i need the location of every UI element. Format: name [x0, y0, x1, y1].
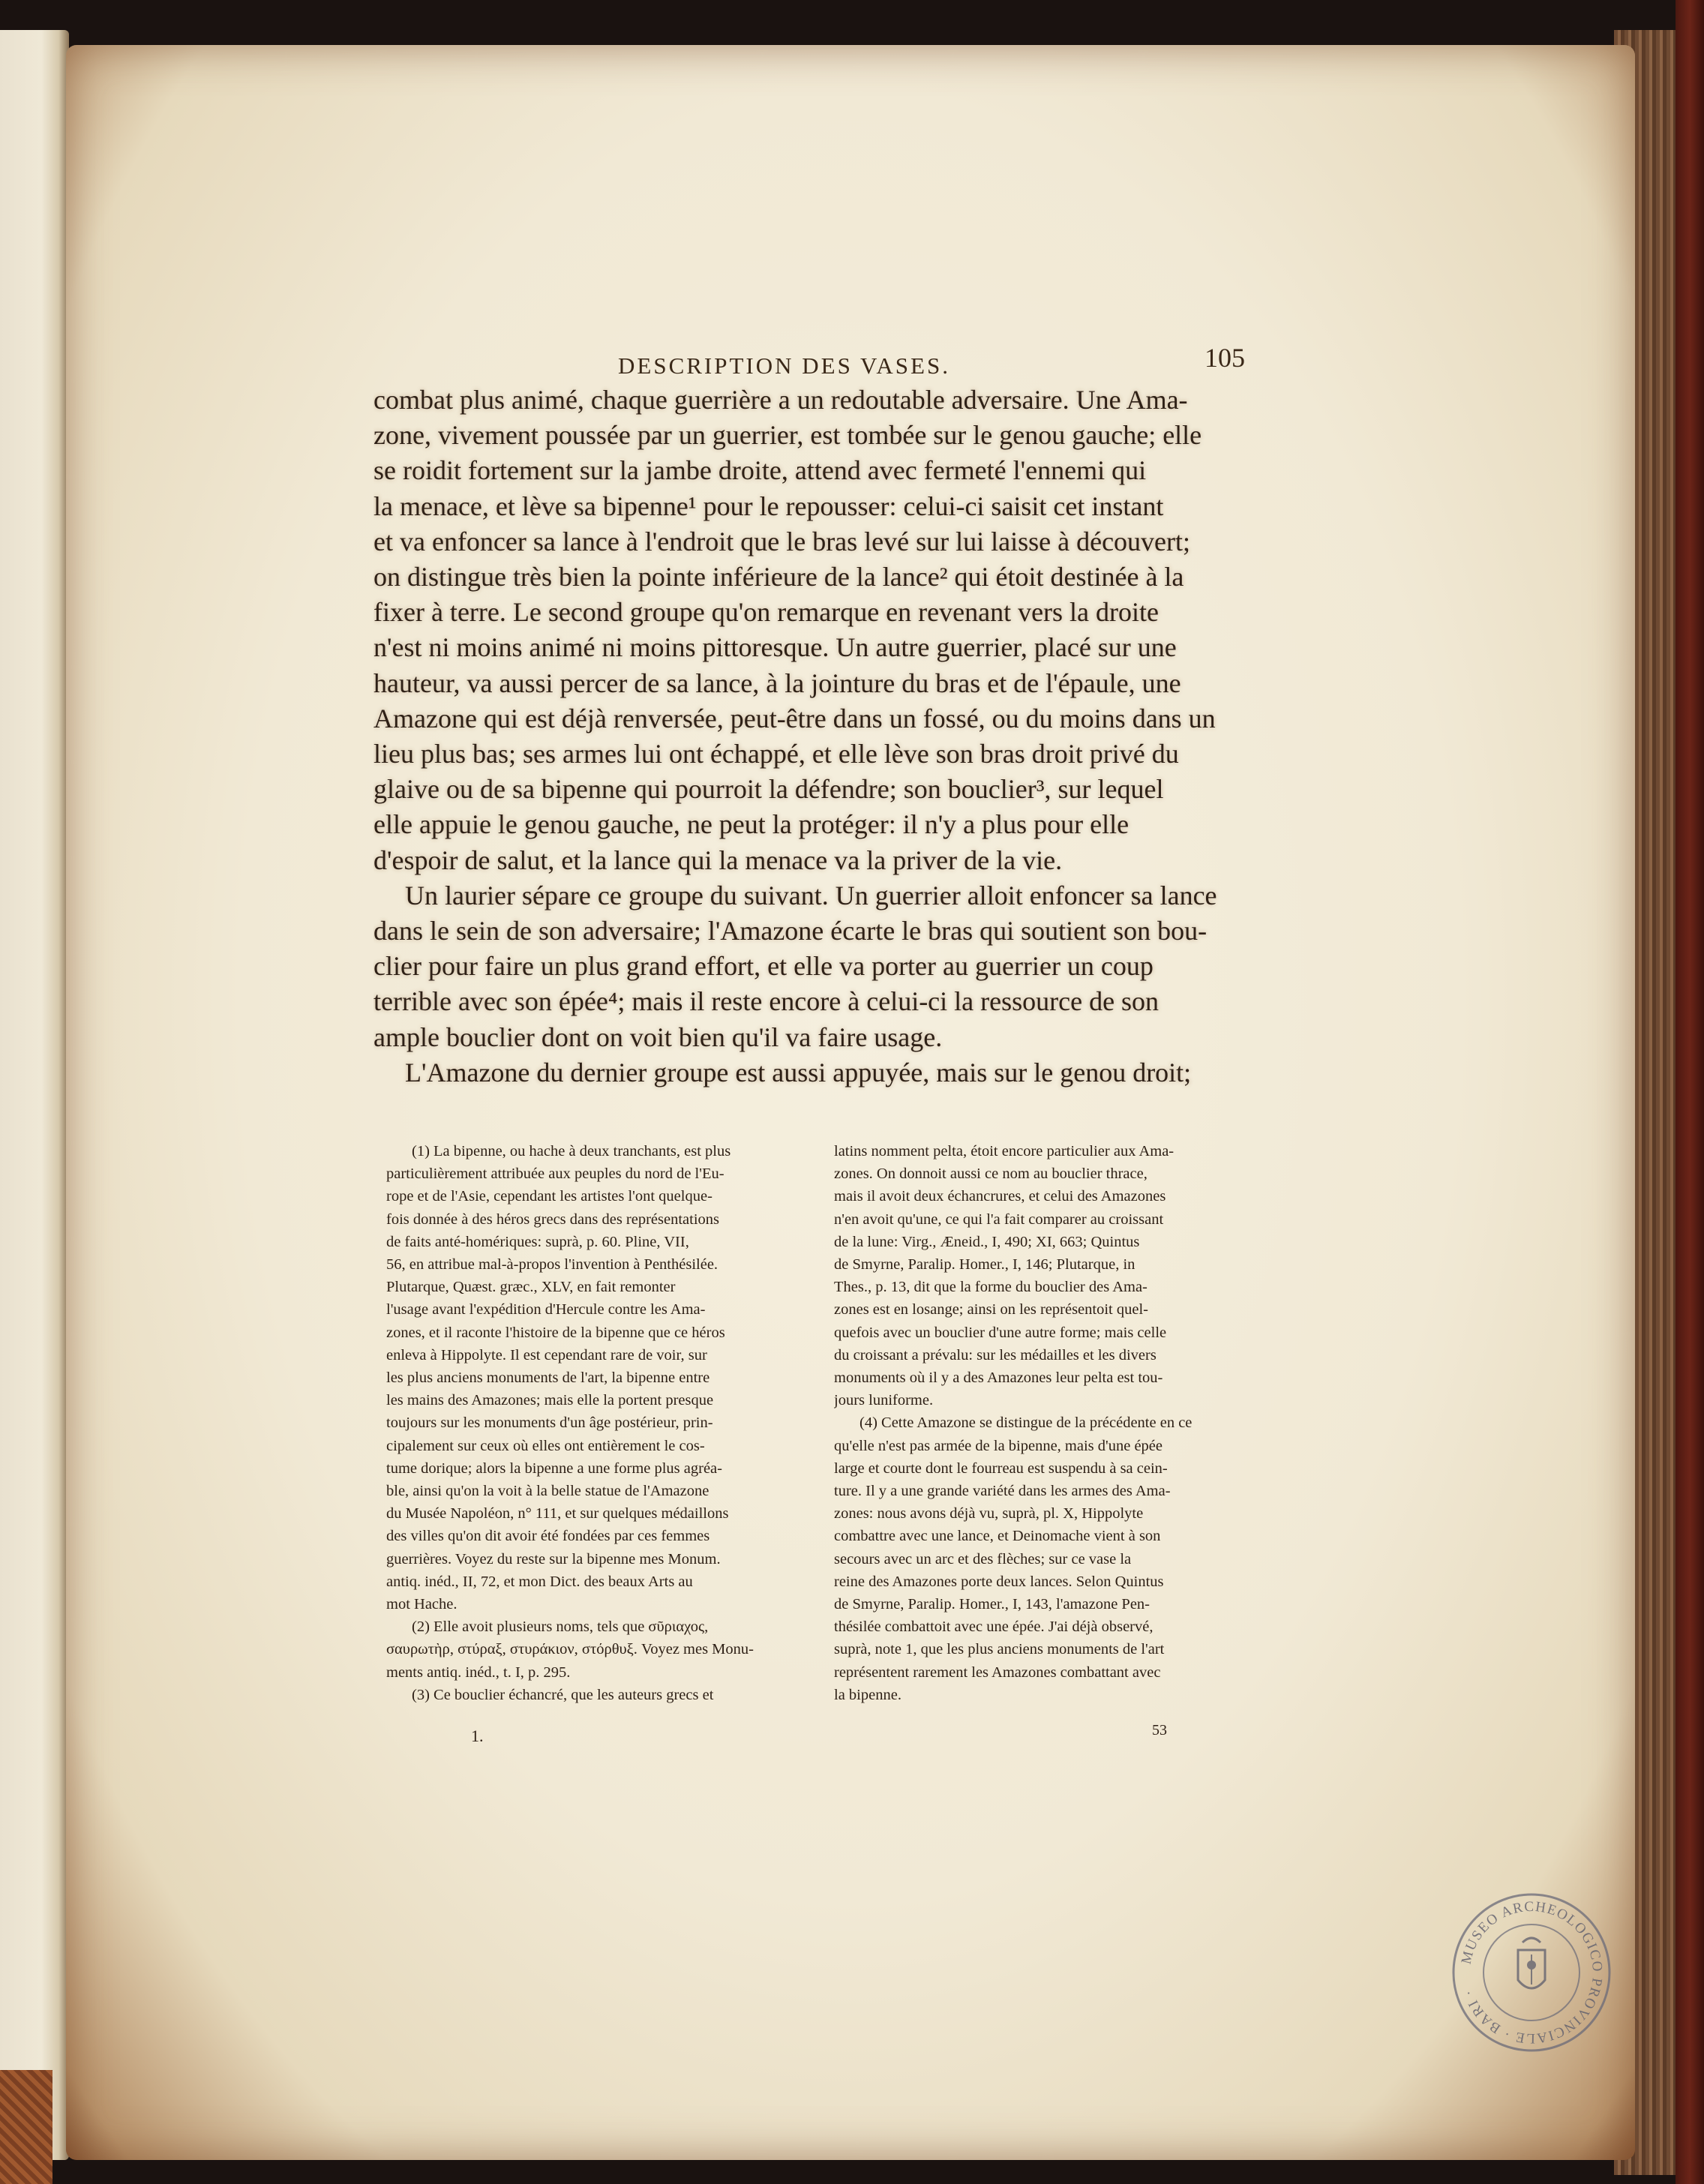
- footnote-line: la bipenne.: [834, 1686, 902, 1703]
- footnote-line: ture. Il y a une grande variété dans les armes des Ama-: [834, 1483, 1171, 1500]
- footnote-line: de la lune: Virg., Æneid., I, 490; XI, 663; Quintus: [834, 1233, 1140, 1250]
- footnote-line: Thes., p. 13, dit que la forme du bouclier des Ama-: [834, 1279, 1148, 1296]
- footnote-line: secours avec un arc et des flèches; sur ce vase la: [834, 1550, 1132, 1568]
- footnote-line: large et courte dont le fourreau est suspendu à sa cein-: [834, 1460, 1168, 1477]
- footnote-line: fois donnée à des héros grecs dans des représentations: [386, 1210, 720, 1228]
- footnote-line: reine des Amazones porte deux lances. Selon Quintus: [834, 1573, 1164, 1590]
- footnote-line: quefois avec un bouclier d'une autre forme; mais celle: [834, 1324, 1167, 1341]
- text-line: on distingue très bien la pointe inférieure de la lance² qui étoit destinée à la: [374, 562, 1184, 592]
- footnote-line: thésilée combattoit avec une épée. J'ai déjà observé,: [834, 1618, 1154, 1636]
- footnote-line: Plutarque, Quæst. græc., XLV, en fait remonter: [386, 1279, 676, 1296]
- leaf-number: 53: [1152, 1722, 1167, 1738]
- text-line: et va enfoncer sa lance à l'endroit que le bras levé sur lui laisse à découvert;: [374, 526, 1191, 556]
- stamp-text: MUSEO ARCHEOLOGICO PROVINCIALE · BARI ·: [1458, 1898, 1606, 2047]
- footnote-line: rope et de l'Asie, cependant les artistes l'ont quelque-: [386, 1188, 712, 1205]
- footnote-line: des villes qu'on dit avoir été fondées par ces femmes: [386, 1528, 710, 1545]
- footnote-line: ments antiq. inéd., t. I, p. 295.: [386, 1664, 571, 1681]
- text-line: fixer à terre. Le second groupe qu'on remarque en revenant vers la droite: [374, 597, 1160, 628]
- text-line: n'est ni moins animé ni moins pittoresque. Un autre guerrier, placé sur une: [374, 632, 1177, 663]
- text-line: lieu plus bas; ses armes lui ont échappé, et elle lève son bras droit privé du: [374, 739, 1179, 770]
- text-line: dans le sein de son adversaire; l'Amazone écarte le bras qui soutient son bou-: [374, 916, 1208, 946]
- footnote-line: qu'elle n'est pas armée de la bipenne, mais d'une épée: [834, 1437, 1162, 1454]
- footnote-line: de Smyrne, Paralip. Homer., I, 146; Plutarque, in: [834, 1256, 1136, 1274]
- main-text: [374, 382, 1244, 1090]
- footnote-line: latins nomment pelta, étoit encore particulier aux Ama-: [834, 1143, 1174, 1160]
- text-line: terrible avec son épée⁴; mais il reste encore à celui-ci la ressource de son: [374, 986, 1160, 1017]
- footnote-line: mais il avoit deux échancrures, et celui des Amazones: [834, 1188, 1166, 1205]
- footnote-line: toujours sur les monuments d'un âge postérieur, prin-: [386, 1414, 713, 1432]
- footnote-line: jours luniforme.: [834, 1392, 934, 1409]
- previous-page-edge: [0, 30, 69, 2160]
- footnote-line: du croissant a prévalu: sur les médailles et les divers: [834, 1346, 1156, 1364]
- footnote-line: zones: nous avons déjà vu, suprà, pl. X, Hippolyte: [834, 1505, 1144, 1522]
- footnote-line: l'usage avant l'expédition d'Hercule contre les Ama-: [386, 1301, 706, 1318]
- footnote-line: ble, ainsi qu'on la voit à la belle statue de l'Amazone: [386, 1483, 710, 1500]
- footnote-line: guerrières. Voyez du reste sur la bipenne mes Monum.: [386, 1550, 721, 1568]
- footnote-line: cipalement sur ceux où elles ont entièrement le cos-: [386, 1437, 705, 1454]
- left-binding-cloth: [0, 2070, 52, 2184]
- text-line: la menace, et lève sa bipenne¹ pour le repousser: celui-ci saisit cet instant: [374, 490, 1164, 521]
- text-line: clier pour faire un plus grand effort, et elle va porter au guerrier un coup: [374, 951, 1154, 982]
- footnote-line: enleva à Hippolyte. Il est cependant rare de voir, sur: [386, 1346, 707, 1364]
- footnote-line: n'en avoit qu'une, ce qui l'a fait comparer au croissant: [834, 1210, 1164, 1228]
- library-stamp: [1449, 1890, 1614, 2055]
- text-line: zone, vivement poussée par un guerrier, est tombée sur le genou gauche; elle: [374, 420, 1202, 451]
- text-line: hauteur, va aussi percer de sa lance, à la jointure du bras et de l'épaule, une: [374, 668, 1181, 698]
- footnote-line: les plus anciens monuments de l'art, la bipenne entre: [386, 1370, 710, 1387]
- text-line: Amazone qui est déjà renversée, peut-être dans un fossé, ou du moins dans un: [374, 703, 1216, 734]
- footnotes-right-column: [834, 1140, 1254, 1706]
- page-number: 105: [1204, 343, 1245, 373]
- text-line: L'Amazone du dernier groupe est aussi appuyée, mais sur le genou droit;: [405, 1057, 1192, 1088]
- footnote-line: antiq. inéd., II, 72, et mon Dict. des beaux Arts au: [386, 1573, 693, 1590]
- crest-icon: [1518, 1938, 1545, 1988]
- book-cover-edge: [1676, 0, 1704, 2184]
- library-stamp-seal: [1449, 1890, 1614, 2055]
- text-line: d'espoir de salut, et la lance qui la menace va la priver de la vie.: [374, 844, 1063, 875]
- running-title: DESCRIPTION DES VASES.: [618, 352, 950, 379]
- footnote-line: 56, en attribue mal-à-propos l'invention à Penthésilée.: [386, 1256, 718, 1274]
- footnote-line: zones, et il raconte l'histoire de la bipenne que ce héros: [386, 1324, 725, 1341]
- footnote-line: les mains des Amazones; mais elle la portent presque: [386, 1392, 714, 1409]
- text-line: elle appuie le genou gauche, ne peut la protéger: il n'y a plus pour elle: [374, 809, 1130, 840]
- signature-mark: 1.: [471, 1726, 484, 1745]
- text-line: ample bouclier dont on voit bien qu'il va faire usage.: [374, 1022, 943, 1052]
- footnote-line: zones est en losange; ainsi on les représentoit quel-: [834, 1301, 1148, 1318]
- footnotes-left-column: [386, 1140, 806, 1706]
- text-line: combat plus animé, chaque guerrière a un redoutable adversaire. Une Ama-: [374, 385, 1188, 415]
- footnote-line: monuments où il y a des Amazones leur pelta est tou-: [834, 1370, 1163, 1387]
- footnote-line: du Musée Napoléon, n° 111, et sur quelques médaillons: [386, 1505, 729, 1522]
- footnote-line: suprà, note 1, que les plus anciens monuments de l'art: [834, 1641, 1165, 1658]
- text-line: glaive ou de sa bipenne qui pourroit la défendre; son bouclier³, sur lequel: [374, 774, 1164, 805]
- footnote-line: particulièrement attribuée aux peuples du nord de l'Eu-: [386, 1166, 724, 1183]
- text-line: se roidit fortement sur la jambe droite, attend avec fermeté l'ennemi qui: [374, 455, 1147, 486]
- footnote-line: représentent rarement les Amazones combattant avec: [834, 1664, 1161, 1681]
- text-line: Un laurier sépare ce groupe du suivant. Un guerrier alloit enfoncer sa lance: [405, 880, 1217, 910]
- footnote-line: (4) Cette Amazone se distingue de la précédente en ce: [860, 1414, 1192, 1432]
- footnote-line: de faits anté-homériques: suprà, p. 60. Pline, VII,: [386, 1233, 689, 1250]
- footnote-line: zones. On donnoit aussi ce nom au bouclier thrace,: [834, 1166, 1148, 1183]
- footnote-line: (1) La bipenne, ou hache à deux tranchants, est plus: [412, 1143, 731, 1160]
- footnote-line: (2) Elle avoit plusieurs noms, tels que σῦριαχος,: [412, 1618, 709, 1636]
- footnote-line: combattre avec une lance, et Deinomache vient à son: [834, 1528, 1161, 1545]
- footnote-line: tume dorique; alors la bipenne a une forme plus agréa-: [386, 1460, 722, 1477]
- footnote-line: de Smyrne, Paralip. Homer., I, 143, l'amazone Pen-: [834, 1596, 1150, 1613]
- footnote-line: σαυρωτὴρ, στύραξ, στυράκιον, στόρθυξ. Voyez mes Monu-: [386, 1641, 754, 1658]
- footnote-line: mot Hache.: [386, 1596, 458, 1613]
- footnote-line: (3) Ce bouclier échancré, que les auteurs grecs et: [412, 1686, 714, 1703]
